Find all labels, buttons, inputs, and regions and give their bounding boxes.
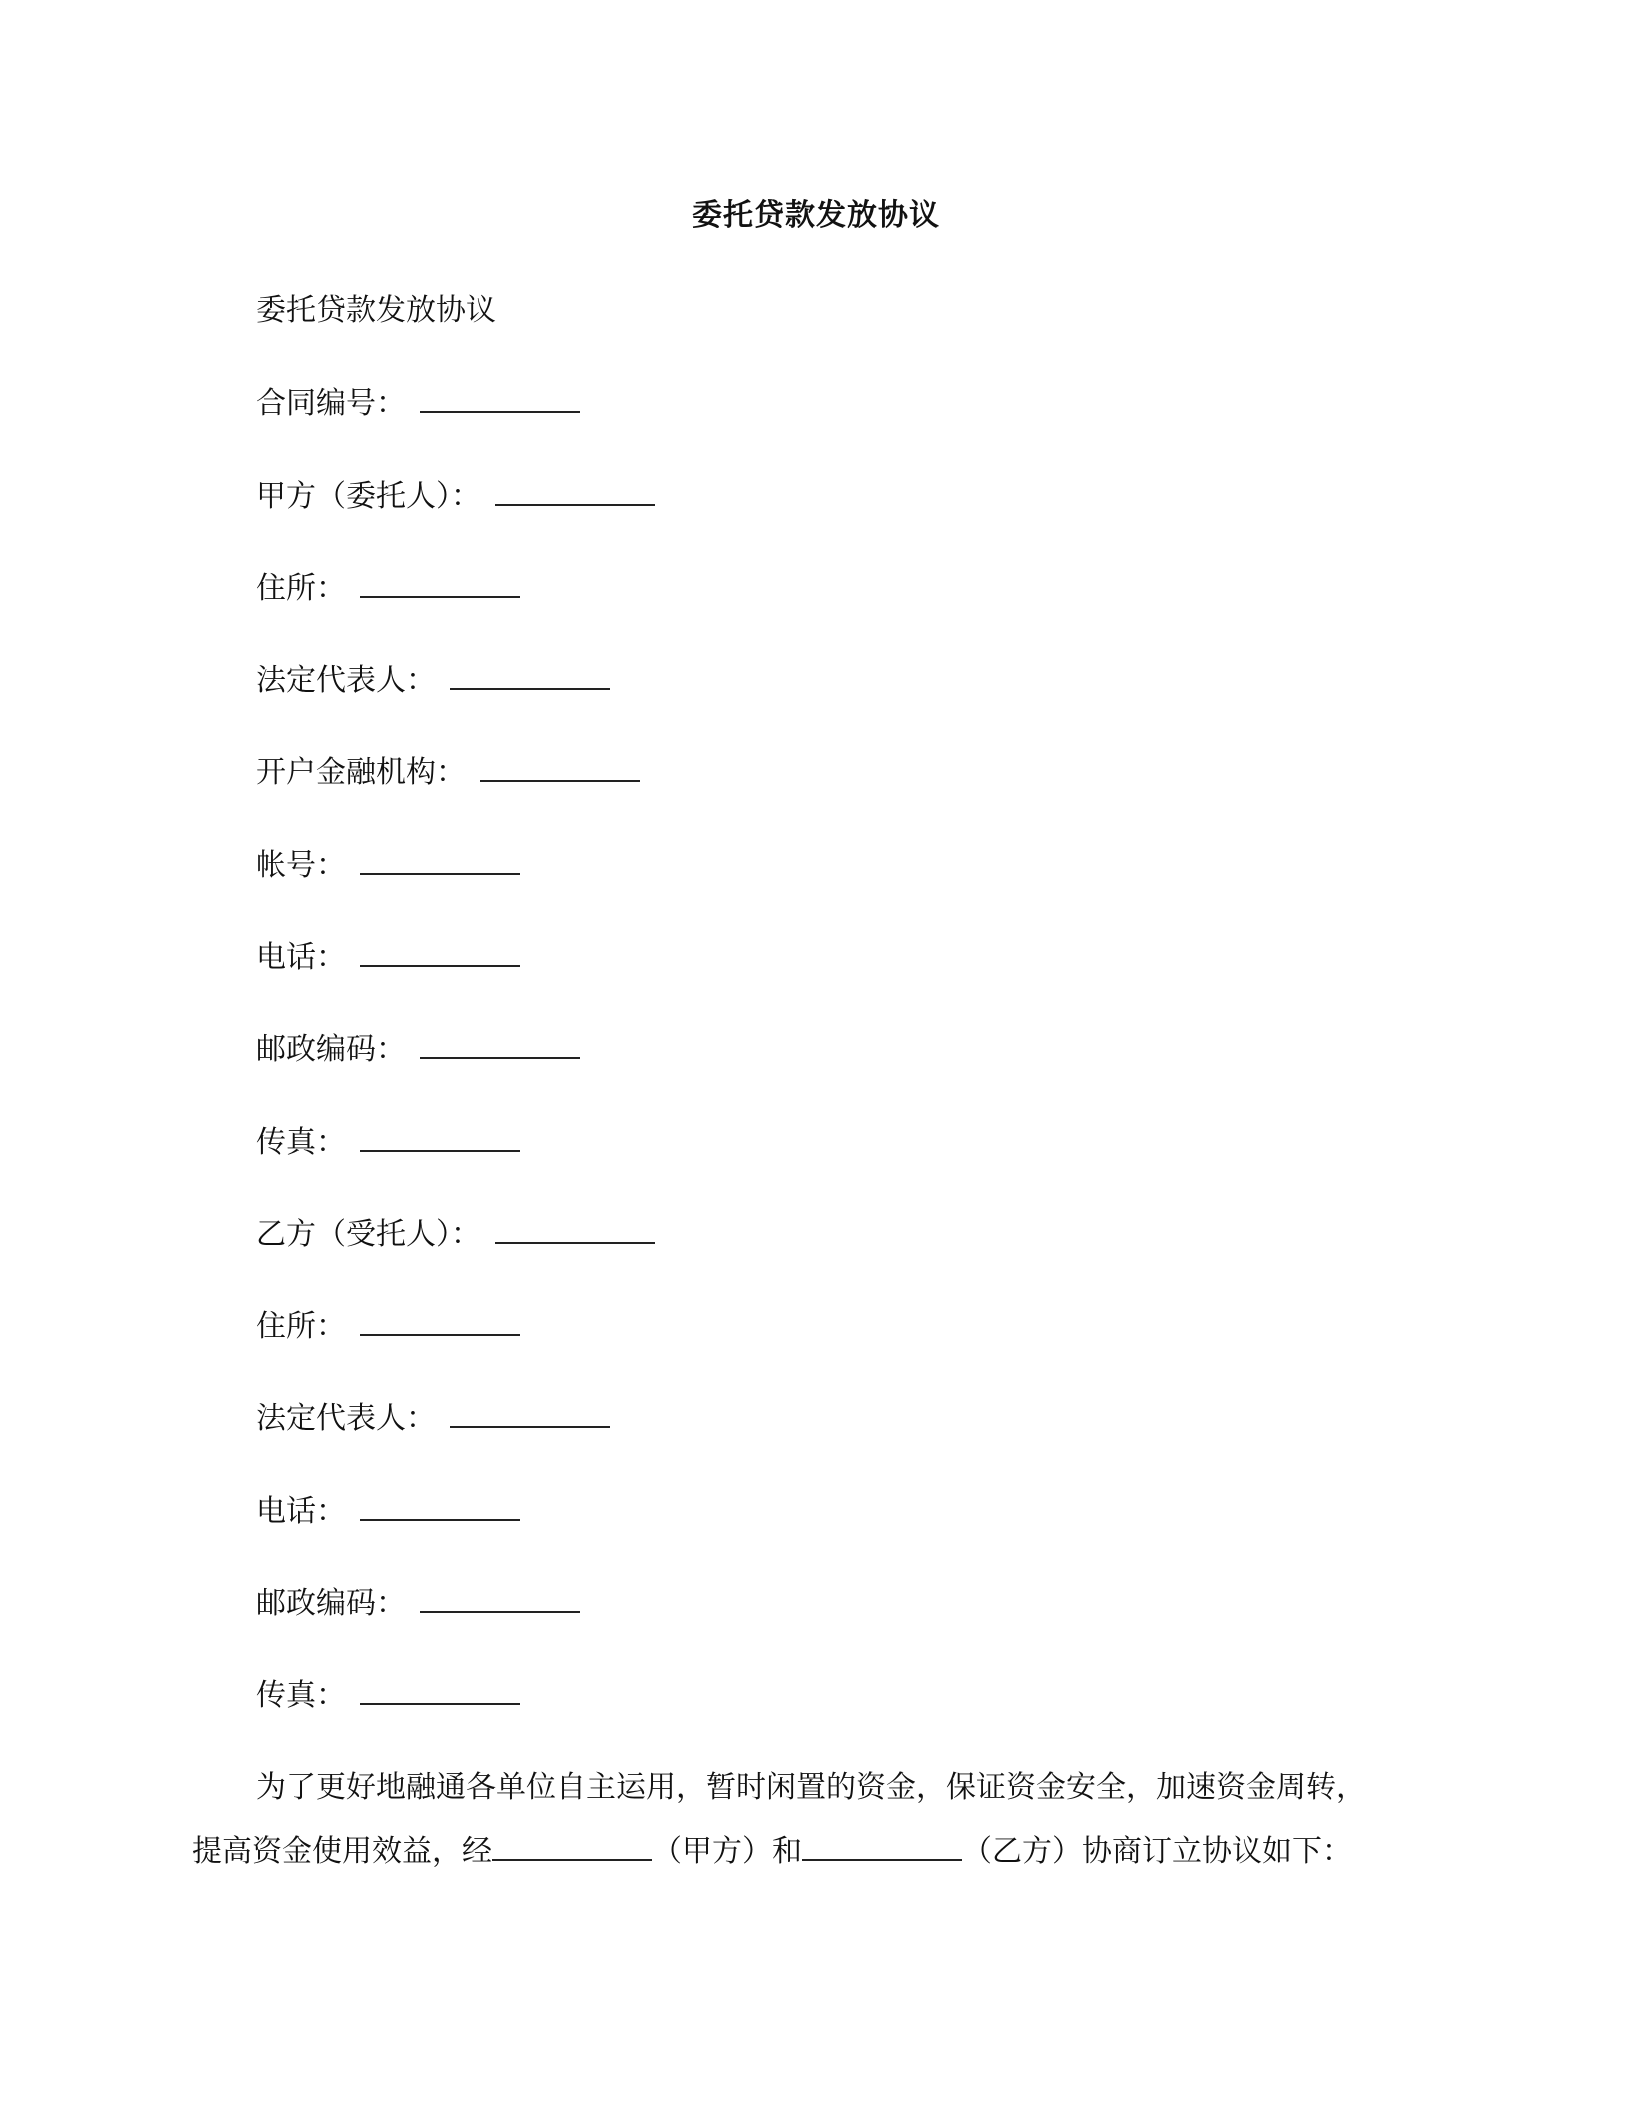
field-contract-number	[256, 383, 580, 424]
field-party-a-account	[256, 845, 520, 886]
field-party-a	[256, 476, 655, 517]
intro-paragraph-line1: 为了更好地融通各单位自主运用，暂时闲置的资金，保证资金安全，加速资金周转，	[256, 1770, 1366, 1805]
field-party-a-fax	[256, 1122, 520, 1163]
field-label: 传真：	[256, 1125, 346, 1160]
field-blank	[420, 1029, 580, 1059]
field-blank	[360, 1306, 520, 1336]
field-label: 法定代表人：	[256, 663, 436, 698]
field-party-b-postcode	[256, 1583, 580, 1624]
field-party-b-legal-rep	[256, 1398, 610, 1439]
field-party-b-phone	[256, 1491, 520, 1532]
field-blank	[420, 1583, 580, 1613]
field-party-a-postcode	[256, 1029, 580, 1070]
field-label: 邮政编码：	[256, 1586, 406, 1621]
intro-text-part2: （甲方）和	[652, 1834, 802, 1869]
field-party-b-address	[256, 1306, 520, 1347]
field-blank	[450, 1398, 610, 1428]
field-party-a-address	[256, 568, 520, 609]
field-label: 法定代表人：	[256, 1401, 436, 1436]
intro-text-part3: （乙方）协商订立协议如下：	[962, 1834, 1352, 1869]
field-label: 乙方（受托人）：	[256, 1217, 481, 1252]
field-blank	[360, 1122, 520, 1152]
document-subtitle: 委托贷款发放协议	[256, 293, 496, 328]
field-party-a-legal-rep	[256, 660, 610, 701]
field-label: 电话：	[256, 1494, 346, 1529]
field-label: 帐号：	[256, 848, 346, 883]
field-label: 开户金融机构：	[256, 755, 466, 790]
intro-text-part1: 提高资金使用效益，经	[192, 1834, 492, 1869]
field-party-a-bank	[256, 752, 640, 793]
field-label: 邮政编码：	[256, 1032, 406, 1067]
field-label: 合同编号：	[256, 386, 406, 421]
field-label: 住所：	[256, 571, 346, 606]
intro-paragraph-line2	[192, 1831, 1352, 1872]
field-label: 传真：	[256, 1678, 346, 1713]
field-blank	[360, 1675, 520, 1705]
field-blank	[420, 383, 580, 413]
field-blank	[360, 845, 520, 875]
field-blank	[360, 568, 520, 598]
field-blank	[495, 476, 655, 506]
field-blank	[450, 660, 610, 690]
field-blank	[360, 937, 520, 967]
field-party-a-phone	[256, 937, 520, 978]
field-blank	[360, 1491, 520, 1521]
field-blank	[480, 752, 640, 782]
field-party-b	[256, 1214, 655, 1255]
party-b-name-blank	[802, 1831, 962, 1861]
document-title: 委托贷款发放协议	[692, 198, 940, 233]
party-a-name-blank	[492, 1831, 652, 1861]
field-label: 甲方（委托人）：	[256, 479, 481, 514]
field-label: 电话：	[256, 940, 346, 975]
field-label: 住所：	[256, 1309, 346, 1344]
field-blank	[495, 1214, 655, 1244]
field-party-b-fax	[256, 1675, 520, 1716]
